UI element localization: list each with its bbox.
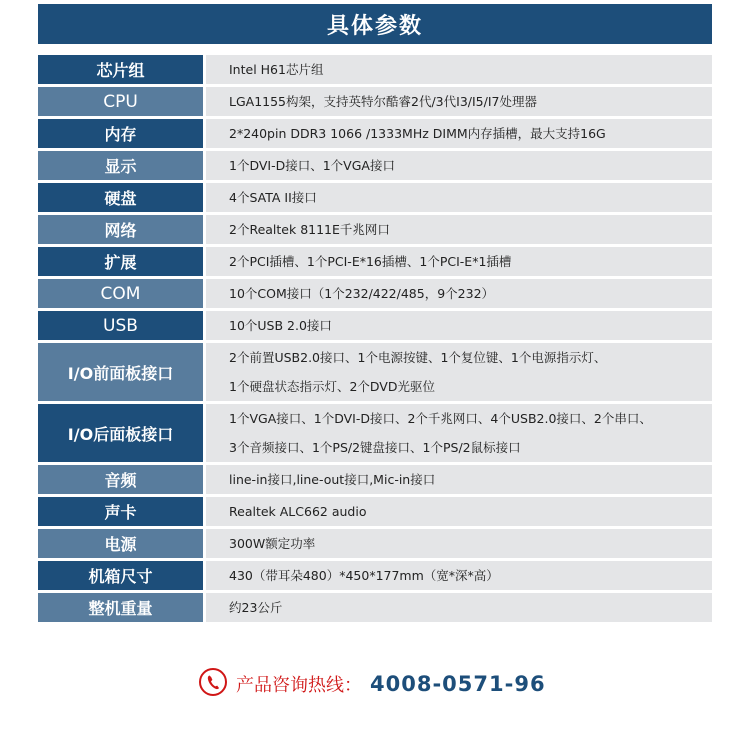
spec-value [206,404,712,462]
spec-value [206,279,712,308]
spec-label: USB [38,311,203,340]
spec-row-rear-io [38,404,712,462]
spec-label: 音频 [38,465,203,494]
spec-value-line: Intel H61芯片组 [229,62,324,77]
spec-value-line: 2个Realtek 8111E千兆网口 [229,222,390,237]
spec-row-power [38,529,712,558]
spec-row-soundcard [38,497,712,526]
spec-value-line: 300W额定功率 [229,536,316,551]
spec-value [206,87,712,116]
spec-value [206,311,712,340]
spec-value [206,55,712,84]
spec-row-disk [38,183,712,212]
spec-row-front-io [38,343,712,401]
spec-value [206,183,712,212]
spec-label: 内存 [38,119,203,148]
spec-value [206,593,712,622]
spec-value-line: 1个VGA接口、1个DVI-D接口、2个千兆网口、4个USB2.0接口、2个串口、 [229,411,652,426]
spec-table [38,55,712,622]
spec-value [206,119,712,148]
spec-value-line: Realtek ALC662 audio [229,504,367,519]
spec-row-com [38,279,712,308]
spec-row-chipset [38,55,712,84]
spec-row-chassis-size [38,561,712,590]
spec-row-usb [38,311,712,340]
spec-value-line: 3个音频接口、1个PS/2键盘接口、1个PS/2鼠标接口 [229,440,521,455]
spec-value-line: 1个DVI-D接口、1个VGA接口 [229,158,395,173]
spec-label: 网络 [38,215,203,244]
spec-value-line: 2*240pin DDR3 1066 /1333MHz DIMM内存插槽，最大支持16G [229,126,606,141]
hotline [198,664,546,704]
spec-label: I/O前面板接口 [38,343,203,401]
spec-row-audio [38,465,712,494]
spec-value [206,343,712,401]
spec-value-line: 2个PCI插槽、1个PCI-E*16插槽、1个PCI-E*1插槽 [229,254,512,269]
spec-value-line: line-in接口,line-out接口,Mic-in接口 [229,472,436,487]
spec-label: 芯片组 [38,55,203,84]
spec-label: CPU [38,87,203,116]
spec-label: COM [38,279,203,308]
spec-row-memory [38,119,712,148]
spec-value-line: 430（带耳朵480）*450*177mm（宽*深*高） [229,568,499,583]
spec-value [206,215,712,244]
hotline-label: 产品咨询热线： [236,675,362,696]
page-title: 具体参数 [38,4,712,44]
spec-value [206,529,712,558]
spec-row-network [38,215,712,244]
spec-value [206,561,712,590]
spec-value-line: 10个COM接口（1个232/422/485，9个232） [229,286,495,301]
spec-label: 扩展 [38,247,203,276]
spec-label: I/O后面板接口 [38,404,203,462]
hotline-number: 4008-0571-96 [370,672,546,696]
spec-label: 整机重量 [38,593,203,622]
spec-value-line: 约23公斤 [229,600,283,615]
spec-label: 硬盘 [38,183,203,212]
spec-value-line: LGA1155构架，支持英特尔酷睿2代/3代I3/I5/I7处理器 [229,94,537,109]
spec-row-expansion [38,247,712,276]
spec-label: 声卡 [38,497,203,526]
spec-row-cpu [38,87,712,116]
spec-label: 显示 [38,151,203,180]
phone-icon [198,667,228,701]
spec-value-line: 1个硬盘状态指示灯、2个DVD光驱位 [229,379,435,394]
spec-value [206,497,712,526]
spec-value-line: 4个SATA II接口 [229,190,317,205]
spec-value-line: 2个前置USB2.0接口、1个电源按键、1个复位键、1个电源指示灯、 [229,350,607,365]
spec-label: 机箱尺寸 [38,561,203,590]
spec-value [206,151,712,180]
spec-value-line: 10个USB 2.0接口 [229,318,332,333]
spec-row-weight [38,593,712,622]
spec-value [206,247,712,276]
spec-row-display [38,151,712,180]
spec-label: 电源 [38,529,203,558]
spec-value [206,465,712,494]
